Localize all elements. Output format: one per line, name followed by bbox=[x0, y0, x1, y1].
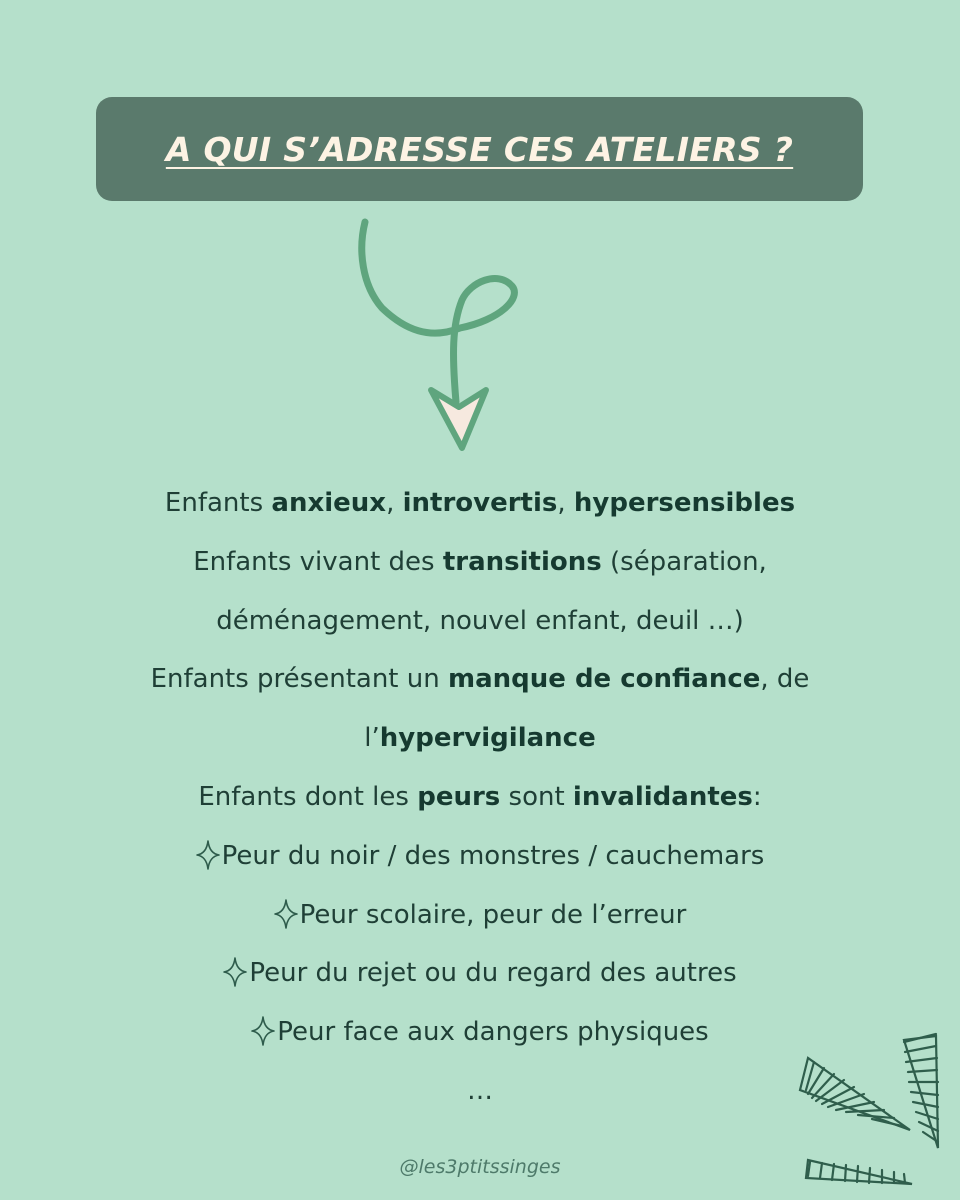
fear-item: Peur scolaire, peur de l’erreur bbox=[90, 886, 870, 945]
sparkle-icon bbox=[274, 899, 298, 929]
social-handle: @les3ptitssinges bbox=[399, 1156, 561, 1178]
line-anxious-children: Enfants anxieux, introvertis, hypersensibles bbox=[164, 488, 796, 518]
audience-list bbox=[90, 474, 870, 1121]
page-title: A QUI S’ADRESSE CES ATELIERS ? bbox=[165, 129, 794, 169]
line-hypervigilance: l’hypervigilance bbox=[364, 723, 596, 754]
sparkle-icon bbox=[196, 840, 220, 870]
fear-item: Peur du rejet ou du regard des autres bbox=[90, 944, 870, 1003]
curly-arrow-icon bbox=[340, 215, 540, 460]
sparkle-icon bbox=[223, 957, 247, 987]
line-confidence: Enfants présentant un manque de confiance, de bbox=[150, 664, 810, 695]
fear-item: Peur du noir / des monstres / cauchemars bbox=[90, 827, 870, 886]
line-transitions: Enfants vivant des transitions (séparation, bbox=[193, 546, 767, 577]
fear-item: Peur face aux dangers physiques bbox=[90, 1003, 870, 1062]
line-fears-intro: Enfants dont les peurs sont invalidantes: bbox=[198, 781, 762, 812]
line-transitions-examples: déménagement, nouvel enfant, deuil …) bbox=[216, 605, 744, 636]
ellipsis: … bbox=[467, 1075, 493, 1106]
title-banner bbox=[96, 97, 863, 201]
sparkle-icon bbox=[251, 1016, 275, 1046]
